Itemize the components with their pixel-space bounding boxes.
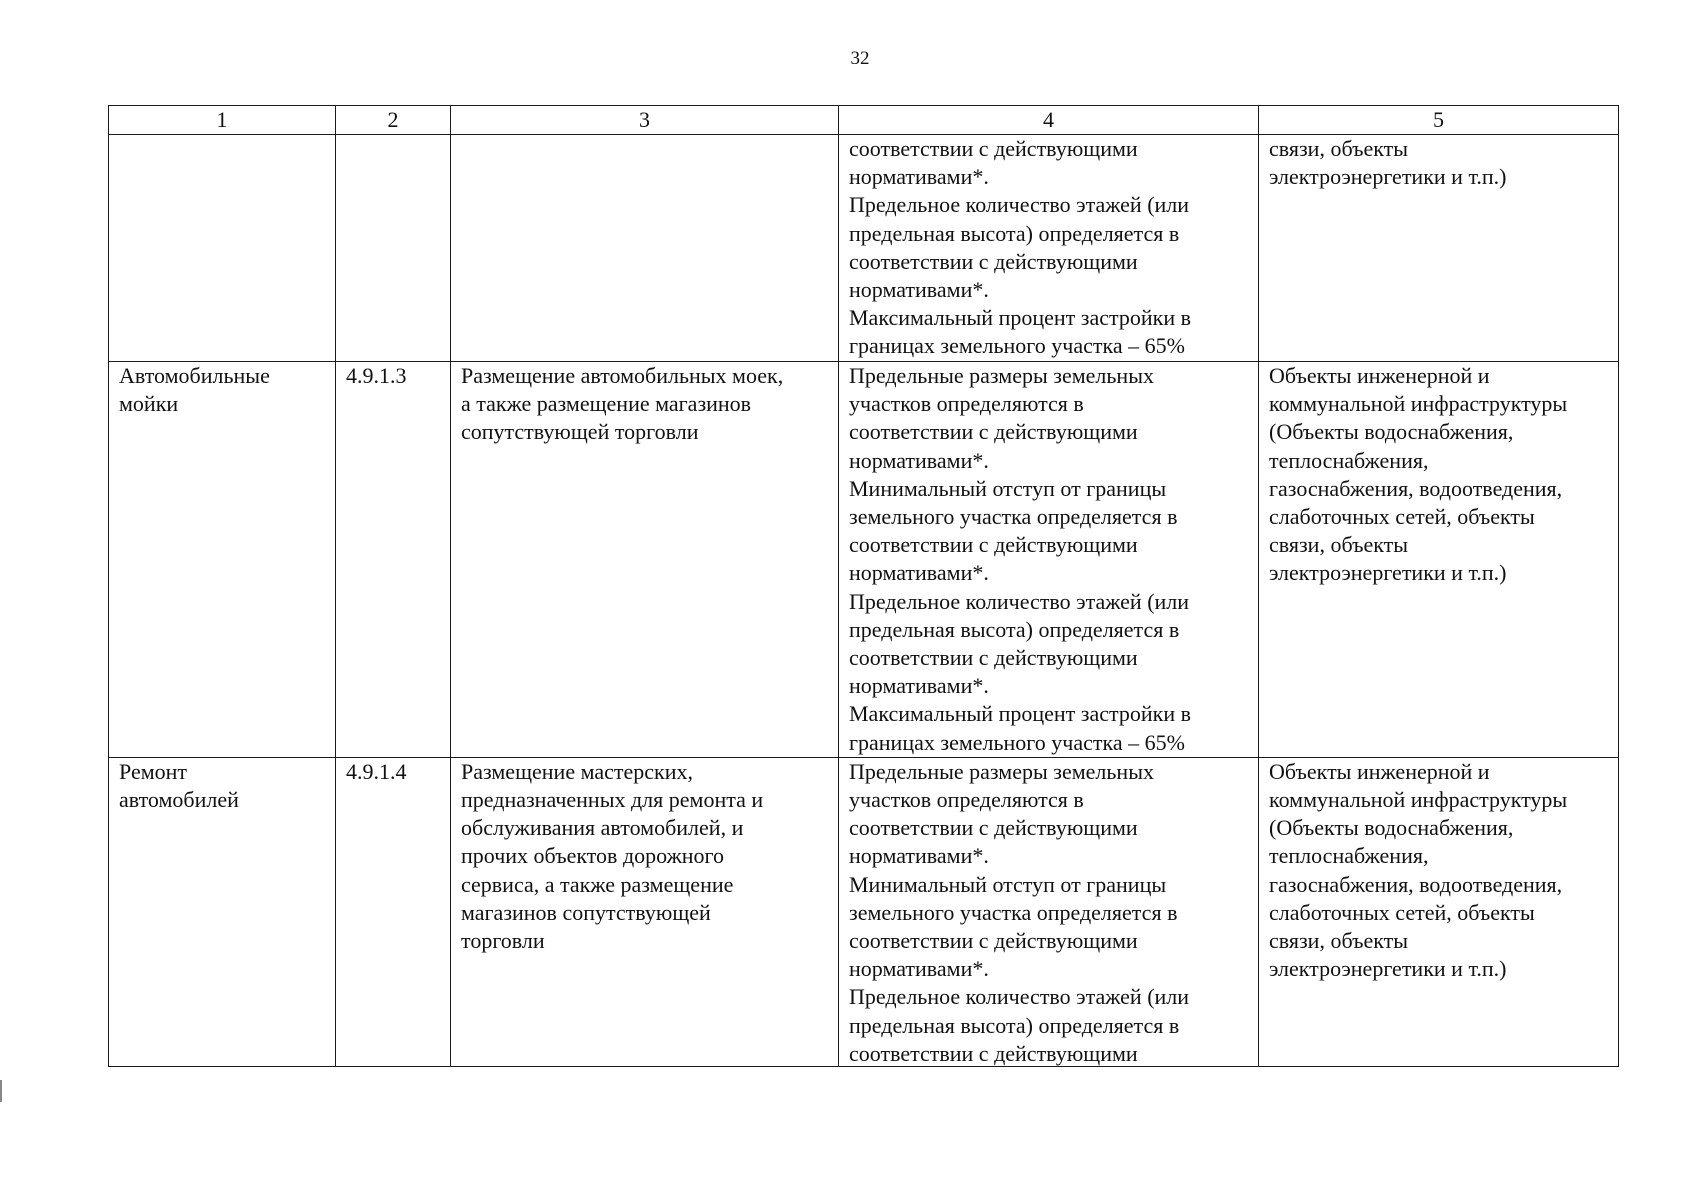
table-row <box>109 757 1619 1066</box>
use-code-text: 4.9.1.3 <box>346 363 407 388</box>
objects-cell <box>1259 757 1619 1066</box>
use-code-cell <box>336 362 451 758</box>
parameters-text: Предельные размеры земельных участков определяются в соответствии с действующими нормативами*. Минимальный отступ от границы земельного участка определяется в соответствии с действующими нормативами*. Предельное количество этажей (или предельная высота) определяется в соответствии с действующими нормативами*. Максимальный процент застройки в границах земельного участка – 65% <box>849 363 1191 755</box>
parameters-cell <box>839 757 1259 1066</box>
column-header-3: 3 <box>451 106 839 135</box>
column-header-4: 4 <box>839 106 1259 135</box>
column-header-1: 1 <box>109 106 336 135</box>
use-description-text: Размещение мастерских, предназначенных для ремонта и обслуживания автомобилей, и прочих объектов дорожного сервиса, а также размещение магазинов сопутствующей торговли <box>461 758 764 954</box>
column-header-2: 2 <box>336 106 451 135</box>
use-description-cell <box>451 757 839 1066</box>
use-name-text: Автомобильные мойки <box>119 363 270 417</box>
table-row <box>109 362 1619 758</box>
table-header-row <box>109 106 1619 135</box>
use-name-cell <box>109 757 336 1066</box>
objects-text: Объекты инженерной и коммунальной инфраструктуры (Объекты водоснабжения, теплоснабжения, газоснабжения, водоотведения, слаботочных сетей, объекты связи, объекты электроэнергетики и т.п.) <box>1269 758 1568 982</box>
use-code-cell <box>336 757 451 1066</box>
objects-text: связи, объекты электроэнергетики и т.п.) <box>1269 136 1507 190</box>
use-name-cell <box>109 135 336 362</box>
use-name-cell <box>109 362 336 758</box>
use-description-cell <box>451 135 839 362</box>
use-code-cell <box>336 135 451 362</box>
parameters-cell <box>839 362 1259 758</box>
objects-cell <box>1259 135 1619 362</box>
use-name-text: Ремонт автомобилей <box>119 758 239 813</box>
objects-cell <box>1259 362 1619 758</box>
parameters-text: Предельные размеры земельных участков определяются в соответствии с действующими нормативами*. Минимальный отступ от границы земельного участка определяется в соответствии с действующими нормативами*. Предельное количество этажей (или предельная высота) определяется в соответствии с действующими <box>849 758 1190 1066</box>
parameters-text: соответствии с действующими нормативами*. Предельное количество этажей (или предельная высота) определяется в соответствии с действующими нормативами*. Максимальный процент застройки в границах земельного участка – 65% <box>849 136 1191 359</box>
page-number: 32 <box>850 48 870 69</box>
use-description-cell <box>451 362 839 758</box>
scan-edge-mark <box>0 1080 2 1102</box>
land-use-table <box>108 105 1619 1067</box>
objects-text: Объекты инженерной и коммунальной инфраструктуры (Объекты водоснабжения, теплоснабжения, газоснабжения, водоотведения, слаботочных сетей, объекты связи, объекты электроэнергетики и т.п.) <box>1269 363 1568 586</box>
use-code-text: 4.9.1.4 <box>346 758 407 784</box>
column-header-5: 5 <box>1259 106 1619 135</box>
use-description-text: Размещение автомобильных моек, а также размещение магазинов сопутствующей торговли <box>461 363 784 445</box>
parameters-cell <box>839 135 1259 362</box>
table-row <box>109 135 1619 362</box>
